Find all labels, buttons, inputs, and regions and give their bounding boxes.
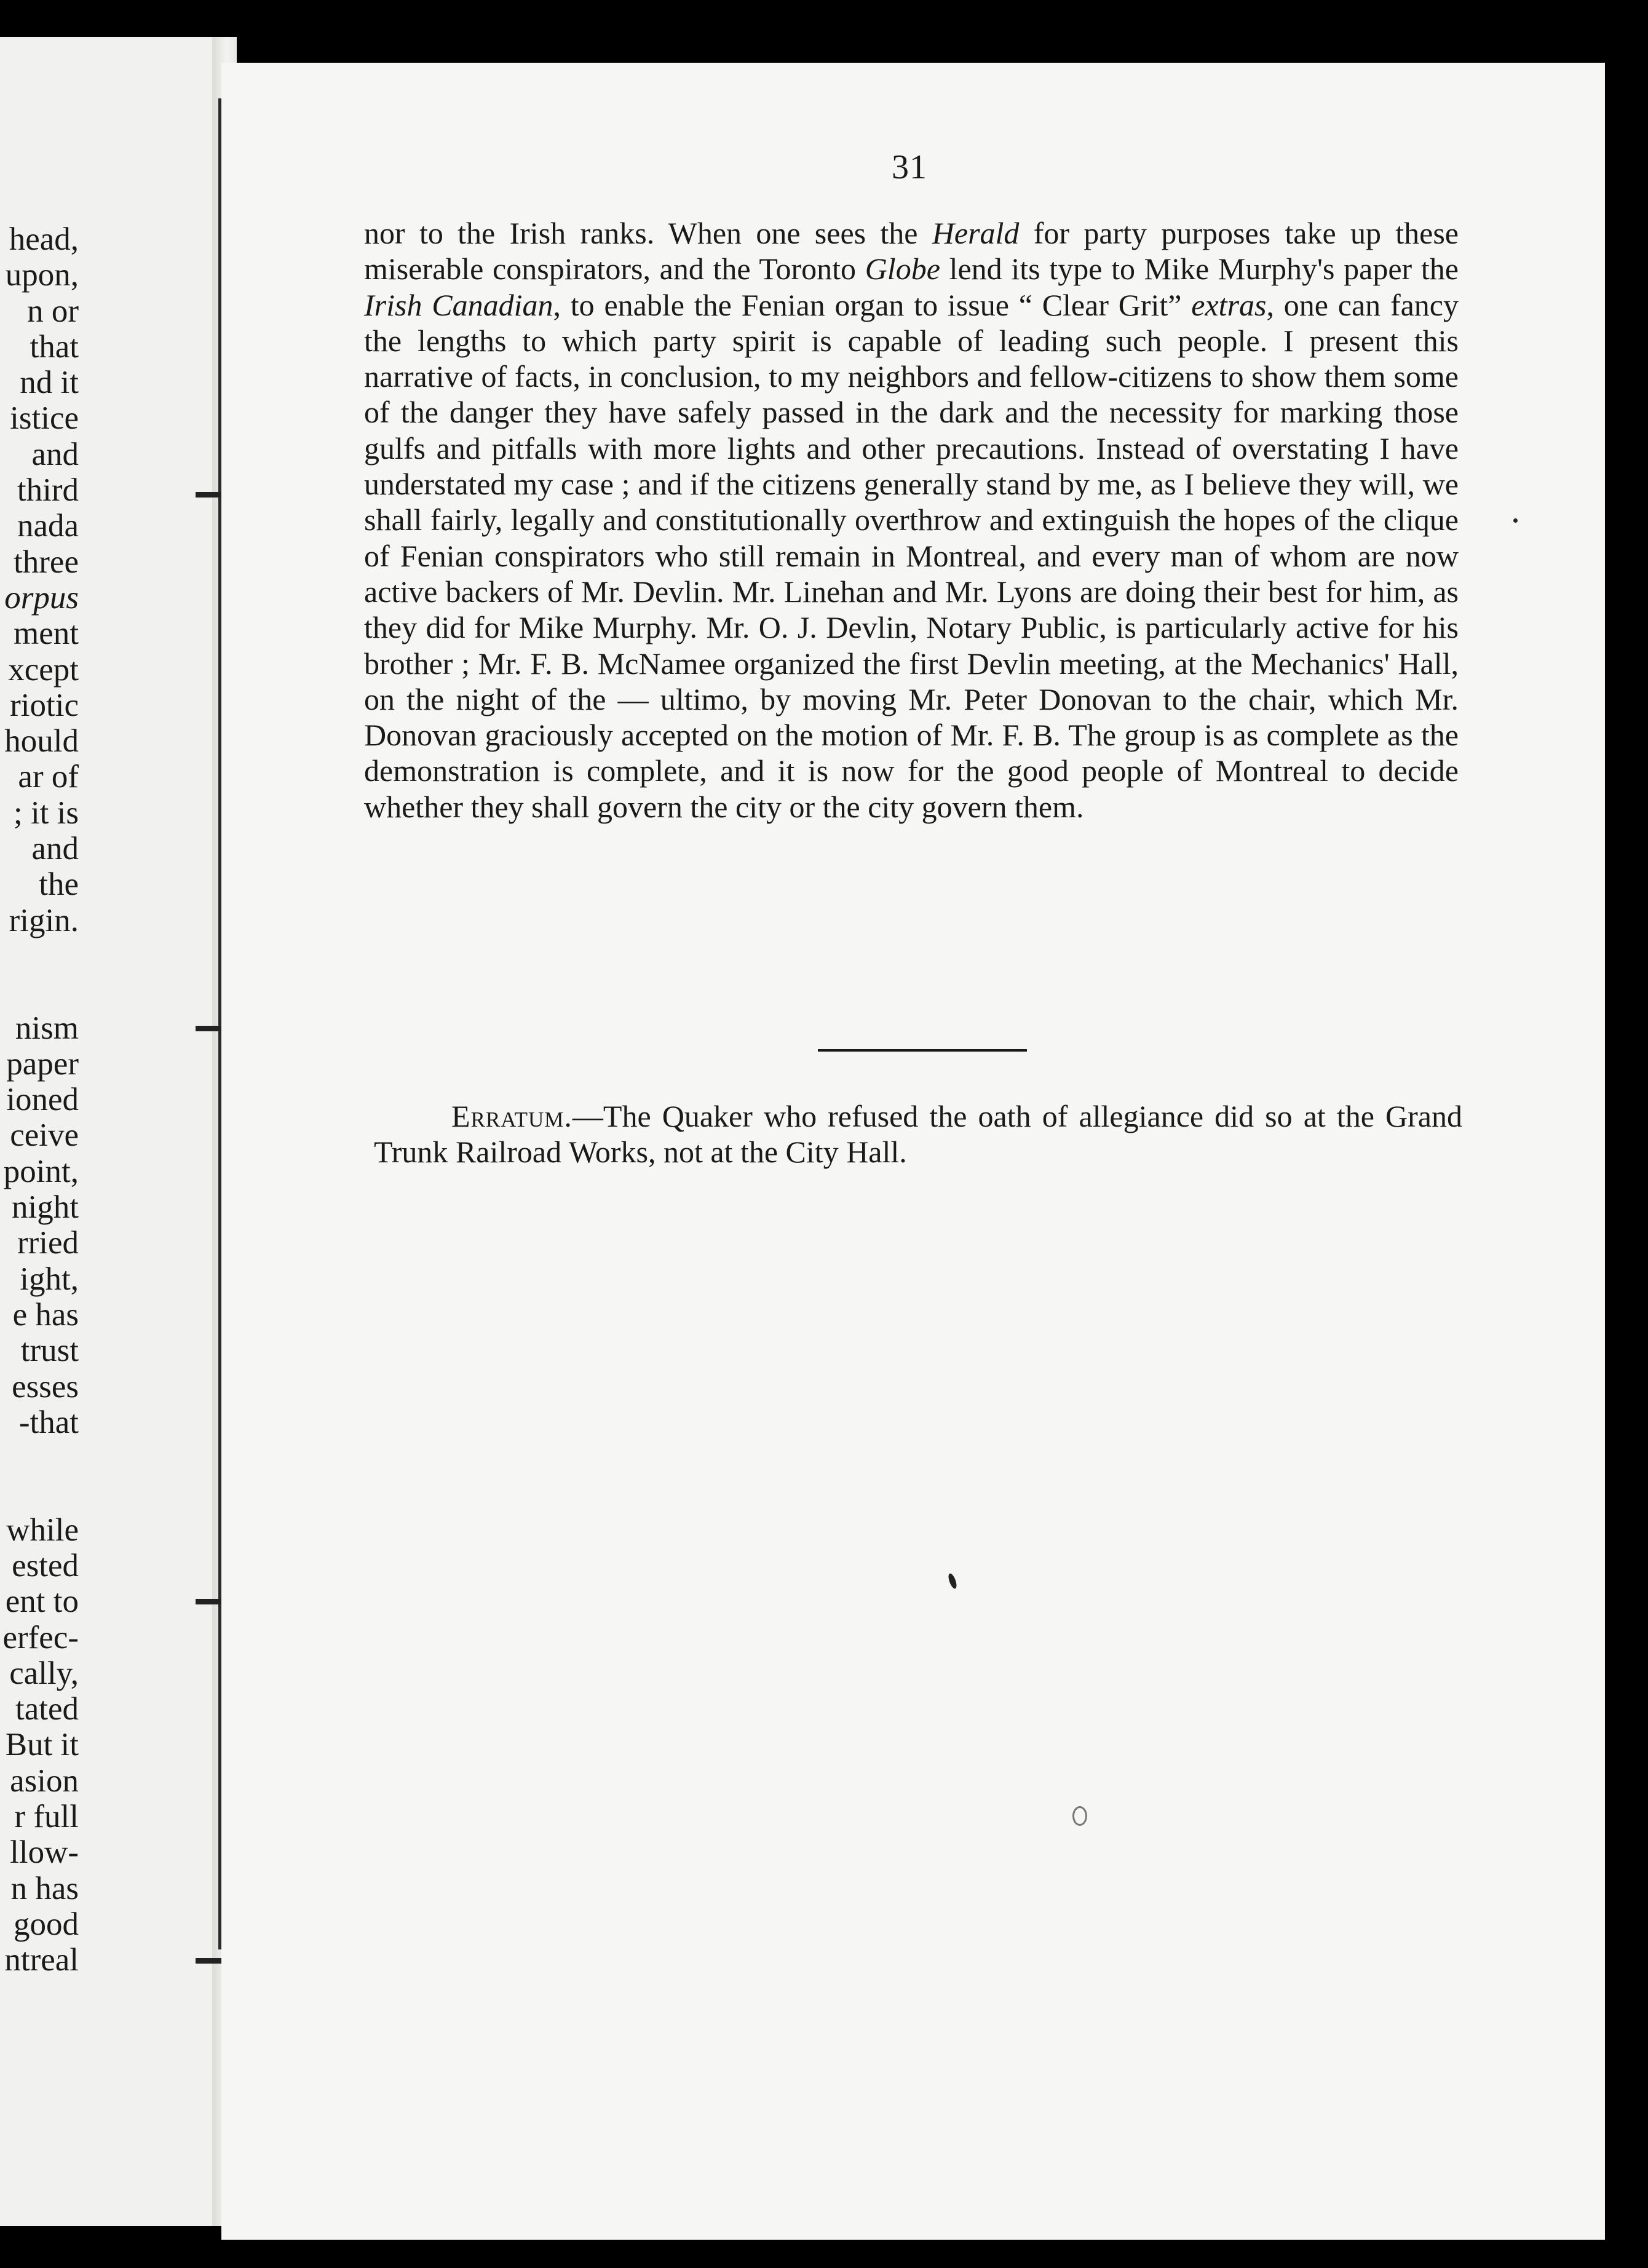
left-page-line: erfec- <box>2 1619 79 1655</box>
left-page-line: tated <box>15 1691 79 1727</box>
erratum-text: —The Quaker who refused the oath of allegiance did so at the Grand Trunk Railroad Works, not at the City Hall. <box>374 1099 1462 1170</box>
left-page-line: rigin. <box>9 902 79 938</box>
text-run: lend its type to Mike Murphy's paper the <box>940 252 1459 287</box>
left-page-line: ntreal <box>4 1942 79 1978</box>
left-page-line: ; it is <box>13 795 79 831</box>
left-page-line: night <box>12 1189 79 1226</box>
left-page-line: n or <box>27 293 79 329</box>
left-page-line: esses <box>12 1368 79 1405</box>
italic-title: Herald <box>932 216 1020 250</box>
left-page-line: that <box>30 328 79 365</box>
italic-title: extras <box>1191 287 1267 322</box>
erratum-note <box>374 1098 1462 1170</box>
left-page-line: third <box>17 472 79 509</box>
left-page-text <box>2 221 79 1978</box>
left-page-line: point, <box>3 1153 79 1189</box>
left-page-line: rried <box>17 1225 79 1261</box>
left-page-line: the <box>39 866 79 903</box>
left-page-line: llow- <box>10 1834 79 1871</box>
italic-title: Irish Canadian <box>364 287 553 322</box>
italic-title: Globe <box>865 252 940 287</box>
left-page-line: while <box>6 1512 79 1548</box>
text-run: nor to the Irish ranks. When one sees the <box>364 216 932 250</box>
erratum-label: Erratum. <box>451 1099 572 1133</box>
left-page-line: e has <box>12 1296 79 1333</box>
left-page-line: orpus <box>4 579 79 616</box>
left-page-line: ested <box>12 1547 79 1584</box>
left-page-line <box>2 1440 79 1512</box>
text-run: , one can fancy the lengths to which party spirit is capable of leading such people. I present this narrative of facts, in conclusion, to my neighbors and fellow-citizens to show them some of the danger they have safely passed in the dark and the necessity for marking those gulfs and pitfalls with more lights and other precautions. Instead of overstating I have understated my case ; and if the citizens generally stand by me, as I believe they will, we shall fairly, legally and constitutionally overthrow and extinguish the hopes of the clique of Fenian conspirators who still remain in Montreal, and every man of whom are now active backers of Mr. Devlin. Mr. Linehan and Mr. Lyons are doing their best for him, as they did for Mike Murphy. Mr. O. J. Devlin, Notary Public, is particularly active for his brother ; Mr. F. B. McNamee organized the first Devlin meeting, at the Mechanics' Hall, on the night of the — ultimo, by moving Mr. Peter Donovan to the chair, which Mr. Donovan graciously accepted on the motion of Mr. F. B. The group is as complete as the demonstration is complete, and it is now for the good people of Montreal to decide whether they shall govern the city or the city govern them. <box>364 287 1459 824</box>
left-page-line: upon, <box>5 257 79 293</box>
left-page-line: ceive <box>10 1117 79 1154</box>
left-page-line: paper <box>6 1045 79 1082</box>
left-page-line: nd it <box>20 365 79 401</box>
left-page-line: ar of <box>18 759 79 795</box>
left-page-line: -that <box>18 1404 79 1440</box>
left-page-line: ent to <box>5 1584 79 1620</box>
left-page-line: hould <box>4 723 79 759</box>
paper-blemish <box>1072 1806 1087 1826</box>
left-facing-page <box>0 37 214 2226</box>
left-page-line: trust <box>20 1333 79 1369</box>
page-number: 31 <box>892 148 927 186</box>
left-page-line: But it <box>5 1727 79 1763</box>
left-page-line: good <box>14 1906 79 1942</box>
left-page-line: cally, <box>9 1655 79 1691</box>
left-page-line: xcept <box>8 651 79 688</box>
left-page-line: and <box>31 436 79 472</box>
left-page-line: asion <box>10 1762 79 1799</box>
section-divider-rule <box>818 1049 1027 1052</box>
left-page-line: ioned <box>6 1082 79 1118</box>
left-page-line: ment <box>14 616 79 652</box>
left-page-line: istice <box>10 400 79 437</box>
left-page-line: three <box>14 544 79 580</box>
ink-speck <box>1513 518 1518 523</box>
left-page-line: nism <box>15 1010 79 1046</box>
left-page-line: nada <box>17 508 79 544</box>
left-page-line: head, <box>9 221 79 257</box>
left-page-line: n has <box>10 1870 79 1906</box>
left-page-line: r full <box>14 1799 79 1835</box>
text-run: for party purposes take up these miserable conspirators, and the Toronto <box>364 216 1459 287</box>
left-page-line: riotic <box>10 687 79 723</box>
text-run: , to enable the Fenian organ to issue “ Clear Grit” <box>553 287 1192 322</box>
left-page-line: ight, <box>20 1261 79 1297</box>
left-page-line <box>2 938 79 1010</box>
left-page-line: and <box>31 831 79 867</box>
body-paragraph <box>364 215 1459 825</box>
